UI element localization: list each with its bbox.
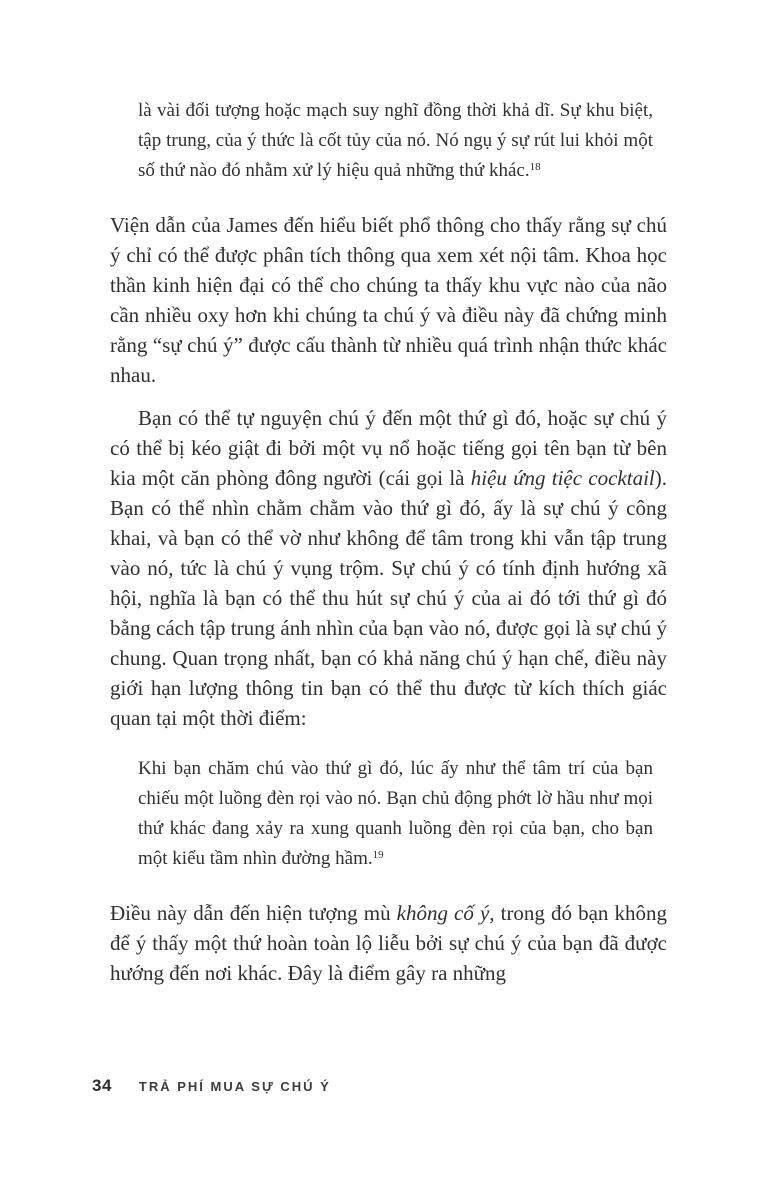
paragraph-segment: ). Bạn có thể nhìn chằm chằm vào thứ gì đó, ấy là sự chú ý công khai, và bạn có thể vờ như không để tâm trong khi vẫn tập trung vào nó, tức là chú ý vụng trộm. Sự chú ý có tính định hướng xã hội, nghĩa là bạn có thể thu hút sự chú ý của ai đó tới thứ gì đó bằng cách tập trung ánh nhìn của bạn vào nó, được gọi là sự chú ý chung. Quan trọng nhất, bạn có khả năng chú ý hạn chế, điều này giới hạn lượng thông tin bạn có thể thu được từ kích thích giác quan tại một thời điểm: [110,466,667,730]
paragraph-segment: Bạn có thể tự nguyện chú ý đến một thứ gì đó, hoặc sự chú ý có thể bị kéo giật đi bởi một vụ nổ hoặc tiếng gọi tên bạn từ bên kia một căn phòng đông người (cái gọi là [110,406,667,490]
footnote-ref-18: 18 [529,161,541,173]
running-title: TRẢ PHÍ MUA SỰ CHÚ Ý [138,1079,331,1094]
paragraph-attention-types [110,403,667,733]
paragraph-inattentional-blindness [110,898,667,988]
paragraph-james-citation [110,210,667,390]
quote-mid-text: Khi bạn chăm chú vào thứ gì đó, lúc ấy như thể tâm trí của bạn chiếu một luồng đèn rọi vào nó. Bạn chủ động phớt lờ hầu như mọi thứ khác đang xảy ra xung quanh luồng đèn rọi của bạn, cho bạn một kiểu tầm nhìn đường hầm. [138,758,653,869]
quote-top-text: là vài đối tượng hoặc mạch suy nghĩ đồng thời khả dĩ. Sự khu biệt, tập trung, của ý thức là cốt tủy của nó. Nó ngụ ý sự rút lui khỏi một số thứ nào đó nhằm xử lý hiệu quả những thứ khác. [138,100,653,181]
italic-inattentional: không cố ý [396,901,490,925]
block-quote-top [138,96,653,186]
italic-cocktail-effect: hiệu ứng tiệc cocktail [470,466,655,490]
block-quote-spotlight [138,754,653,874]
footnote-ref-19: 19 [372,849,384,861]
paragraph-segment: , trong đó bạn không để ý thấy một thứ hoàn toàn lộ liễu bởi sự chú ý của bạn đã được hướng đến nơi khác. Đây là điểm gây ra những [110,901,667,985]
page-number: 34 [92,1076,112,1095]
paragraph-segment: Điều này dẫn đến hiện tượng mù [110,901,397,925]
page-footer [92,1076,331,1096]
paragraph-text: Viện dẫn của James đến hiểu biết phổ thông cho thấy rằng sự chú ý chỉ có thể được phân tích thông qua xem xét nội tâm. Khoa học thần kinh hiện đại có thể cho chúng ta thấy khu vực nào của não cần nhiều oxy hơn khi chúng ta chú ý và điều này đã chứng minh rằng “sự chú ý” được cấu thành từ nhiều quá trình nhận thức khác nhau. [110,213,667,387]
page-content [110,96,667,988]
